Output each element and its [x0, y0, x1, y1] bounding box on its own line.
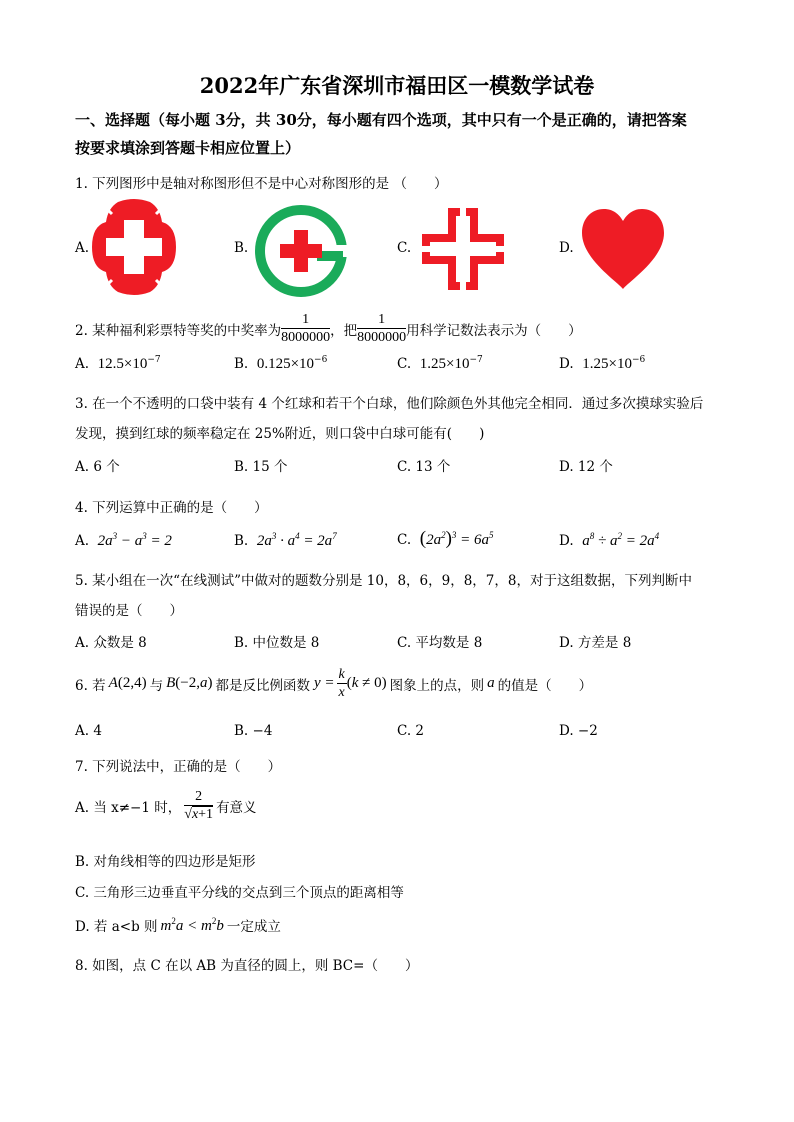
- q2-stem: [75, 311, 582, 346]
- q6-var-a: a: [487, 675, 495, 691]
- q2-option-c-mantissa: 1.25×10: [419, 356, 470, 372]
- q4-option-b-expr: $2a^3 \cdot a^4 = 2a^7$: [256, 531, 337, 549]
- q5-option-b: B. 中位数是 8: [234, 635, 320, 651]
- q6-stem-a: 6. 若: [75, 677, 106, 694]
- q2-option-a-mantissa: 12.5×10: [97, 356, 148, 372]
- q4-option-a-expr: $2a^3 - a^3 = 2$: [97, 531, 172, 549]
- red-pinwheel-cross-icon: [418, 204, 508, 294]
- q7-option-a-post: 有意义: [216, 799, 257, 816]
- q5-line2: 错误的是（ ）: [75, 603, 183, 619]
- q2-frac2-num: 1: [357, 311, 406, 329]
- q6-func-den: x: [338, 685, 345, 700]
- q2-option-a-exp: −7: [147, 355, 161, 365]
- q6-option-b: B. −4: [234, 723, 273, 739]
- q6-stem-e: 的值是（ ）: [497, 677, 593, 694]
- q2-stem-b: ，把: [330, 322, 358, 339]
- q4-option-d-label: D.: [559, 533, 574, 549]
- q1-option-d-label: D.: [559, 240, 574, 256]
- q2-option-d-exp: −6: [631, 355, 646, 365]
- q2-fraction-2: [357, 311, 406, 346]
- q4-option-b-label: B.: [234, 533, 249, 549]
- q4-option-c-label: C.: [397, 532, 412, 548]
- q3-option-c: C. 13 个: [397, 459, 451, 475]
- q3-option-a: A. 6 个: [75, 459, 120, 475]
- q2-option-c-exp: −7: [469, 355, 483, 365]
- q4-stem: 4. 下列运算中正确的是（ ）: [75, 500, 268, 516]
- q7-stem: 7. 下列说法中，正确的是（ ）: [75, 759, 282, 775]
- q6-func-frac: [337, 666, 347, 701]
- q2-stem-c: 用科学记数法表示为（ ）: [406, 322, 582, 339]
- q7-frac-num: 2: [184, 788, 213, 806]
- q7-option-d-pre: D. 若 a<b 则: [75, 919, 158, 935]
- q4-option-a-label: A.: [75, 533, 90, 549]
- q4-option-c: [397, 528, 494, 550]
- q1-stem: 1. 下列图形中是轴对称图形但不是中心对称图形的是 （ ）: [75, 176, 448, 192]
- q2-stem-a: 2. 某种福利彩票特等奖的中奖率为: [75, 322, 282, 339]
- q2-option-b-mantissa: 0.125×10: [256, 356, 315, 372]
- q2-option-a: [75, 355, 161, 373]
- q5-option-a: A. 众数是 8: [75, 635, 147, 651]
- q3-line2: 发现，摸到红球的频率稳定在 25%附近，则口袋中白球可能有( ): [75, 426, 485, 442]
- q7-option-d-post: 一定成立: [226, 919, 281, 935]
- q2-option-d-mantissa: 1.25×10: [582, 356, 632, 372]
- q2-option-a-label: A.: [75, 356, 90, 372]
- q2-option-b-exp: −6: [314, 355, 328, 365]
- q4-option-c-expr: $(2a^2)^3 = 6a^5$: [419, 528, 494, 549]
- q2-option-d-label: D.: [559, 356, 574, 372]
- q5-option-c: C. 平均数是 8: [397, 635, 483, 651]
- q5-line1: 5. 某小组在一次“在线测试”中做对的题数分别是 10，8，6，9，8，7，8，对于这组数据，下列判断中: [75, 573, 692, 589]
- q6-option-c: C. 2: [397, 723, 425, 739]
- q4-option-b: [234, 531, 337, 550]
- q7-option-d-expr: $m^2a < m^2b$: [160, 915, 224, 934]
- q6-func-num: k: [338, 667, 345, 682]
- q4-option-d: [559, 531, 659, 550]
- section-header-line2: 按要求填涂到答题卡相应位置上）: [75, 139, 301, 157]
- page-title: 2022年广东省深圳市福田区一模数学试卷: [199, 73, 595, 98]
- q6-stem-b: 与: [149, 677, 164, 694]
- q4-option-d-expr: $a^8 \div a^2 = 2a^4$: [582, 531, 660, 549]
- q6-point-b: B(−2,a): [166, 675, 213, 691]
- q2-frac2-den: 8000000: [357, 330, 407, 345]
- q1-option-b-label: B.: [234, 240, 249, 256]
- q2-option-c-label: C.: [397, 356, 412, 372]
- q7-frac-den: √x+1: [184, 807, 214, 822]
- q6-func-cond: (k ≠ 0): [346, 675, 387, 691]
- q6-stem: [75, 666, 592, 701]
- section-header-line1: 一、选择题（每小题 3分，共 30分，每小题有四个选项，其中只有一个是正确的，请把答案: [75, 111, 687, 129]
- q7-option-c: C. 三角形三边垂直平分线的交点到三个顶点的距离相等: [75, 885, 404, 901]
- q6-stem-c: 都是反比例函数: [215, 677, 310, 694]
- q2-option-d: [559, 355, 645, 373]
- q5-option-d: D. 方差是 8: [559, 635, 632, 651]
- q2-option-b: [234, 355, 327, 373]
- q2-fraction: [281, 311, 330, 346]
- q2-option-c: [397, 355, 483, 373]
- q7-option-a-pre: A. 当 x≠−1 时，: [75, 799, 182, 816]
- q6-option-a: A. 4: [75, 723, 102, 739]
- q6-option-d: D. −2: [559, 723, 598, 739]
- q3-option-b: B. 15 个: [234, 459, 288, 475]
- q2-option-b-label: B.: [234, 356, 249, 372]
- q7-option-d: [75, 915, 281, 935]
- green-circle-cross-icon: [255, 205, 347, 297]
- q2-frac-den: 8000000: [281, 330, 331, 345]
- q4-option-a: [75, 531, 172, 550]
- q3-option-d: D. 12 个: [559, 459, 613, 475]
- red-heart-icon: [580, 207, 666, 291]
- q6-point-a: A(2,4): [108, 675, 147, 691]
- q7-option-a: [75, 788, 257, 823]
- q1-option-c-label: C.: [397, 240, 412, 256]
- q1-option-a-label: A.: [75, 240, 90, 256]
- q6-func-y: y =: [313, 675, 335, 691]
- q2-frac-num: 1: [281, 311, 330, 329]
- q3-line1: 3. 在一个不透明的口袋中装有 4 个红球和若干个白球，他们除颜色外其他完全相同．通过多次摸球实验后: [75, 396, 704, 412]
- q8-stem: 8. 如图，点 C 在以 AB 为直径的圆上，则 BC=（ ）: [75, 958, 419, 974]
- q7-option-a-frac: [184, 788, 213, 823]
- q6-stem-d: 图象上的点，则: [389, 677, 485, 694]
- red-cross-octagon-icon: [90, 198, 178, 296]
- q7-option-b: B. 对角线相等的四边形是矩形: [75, 854, 256, 870]
